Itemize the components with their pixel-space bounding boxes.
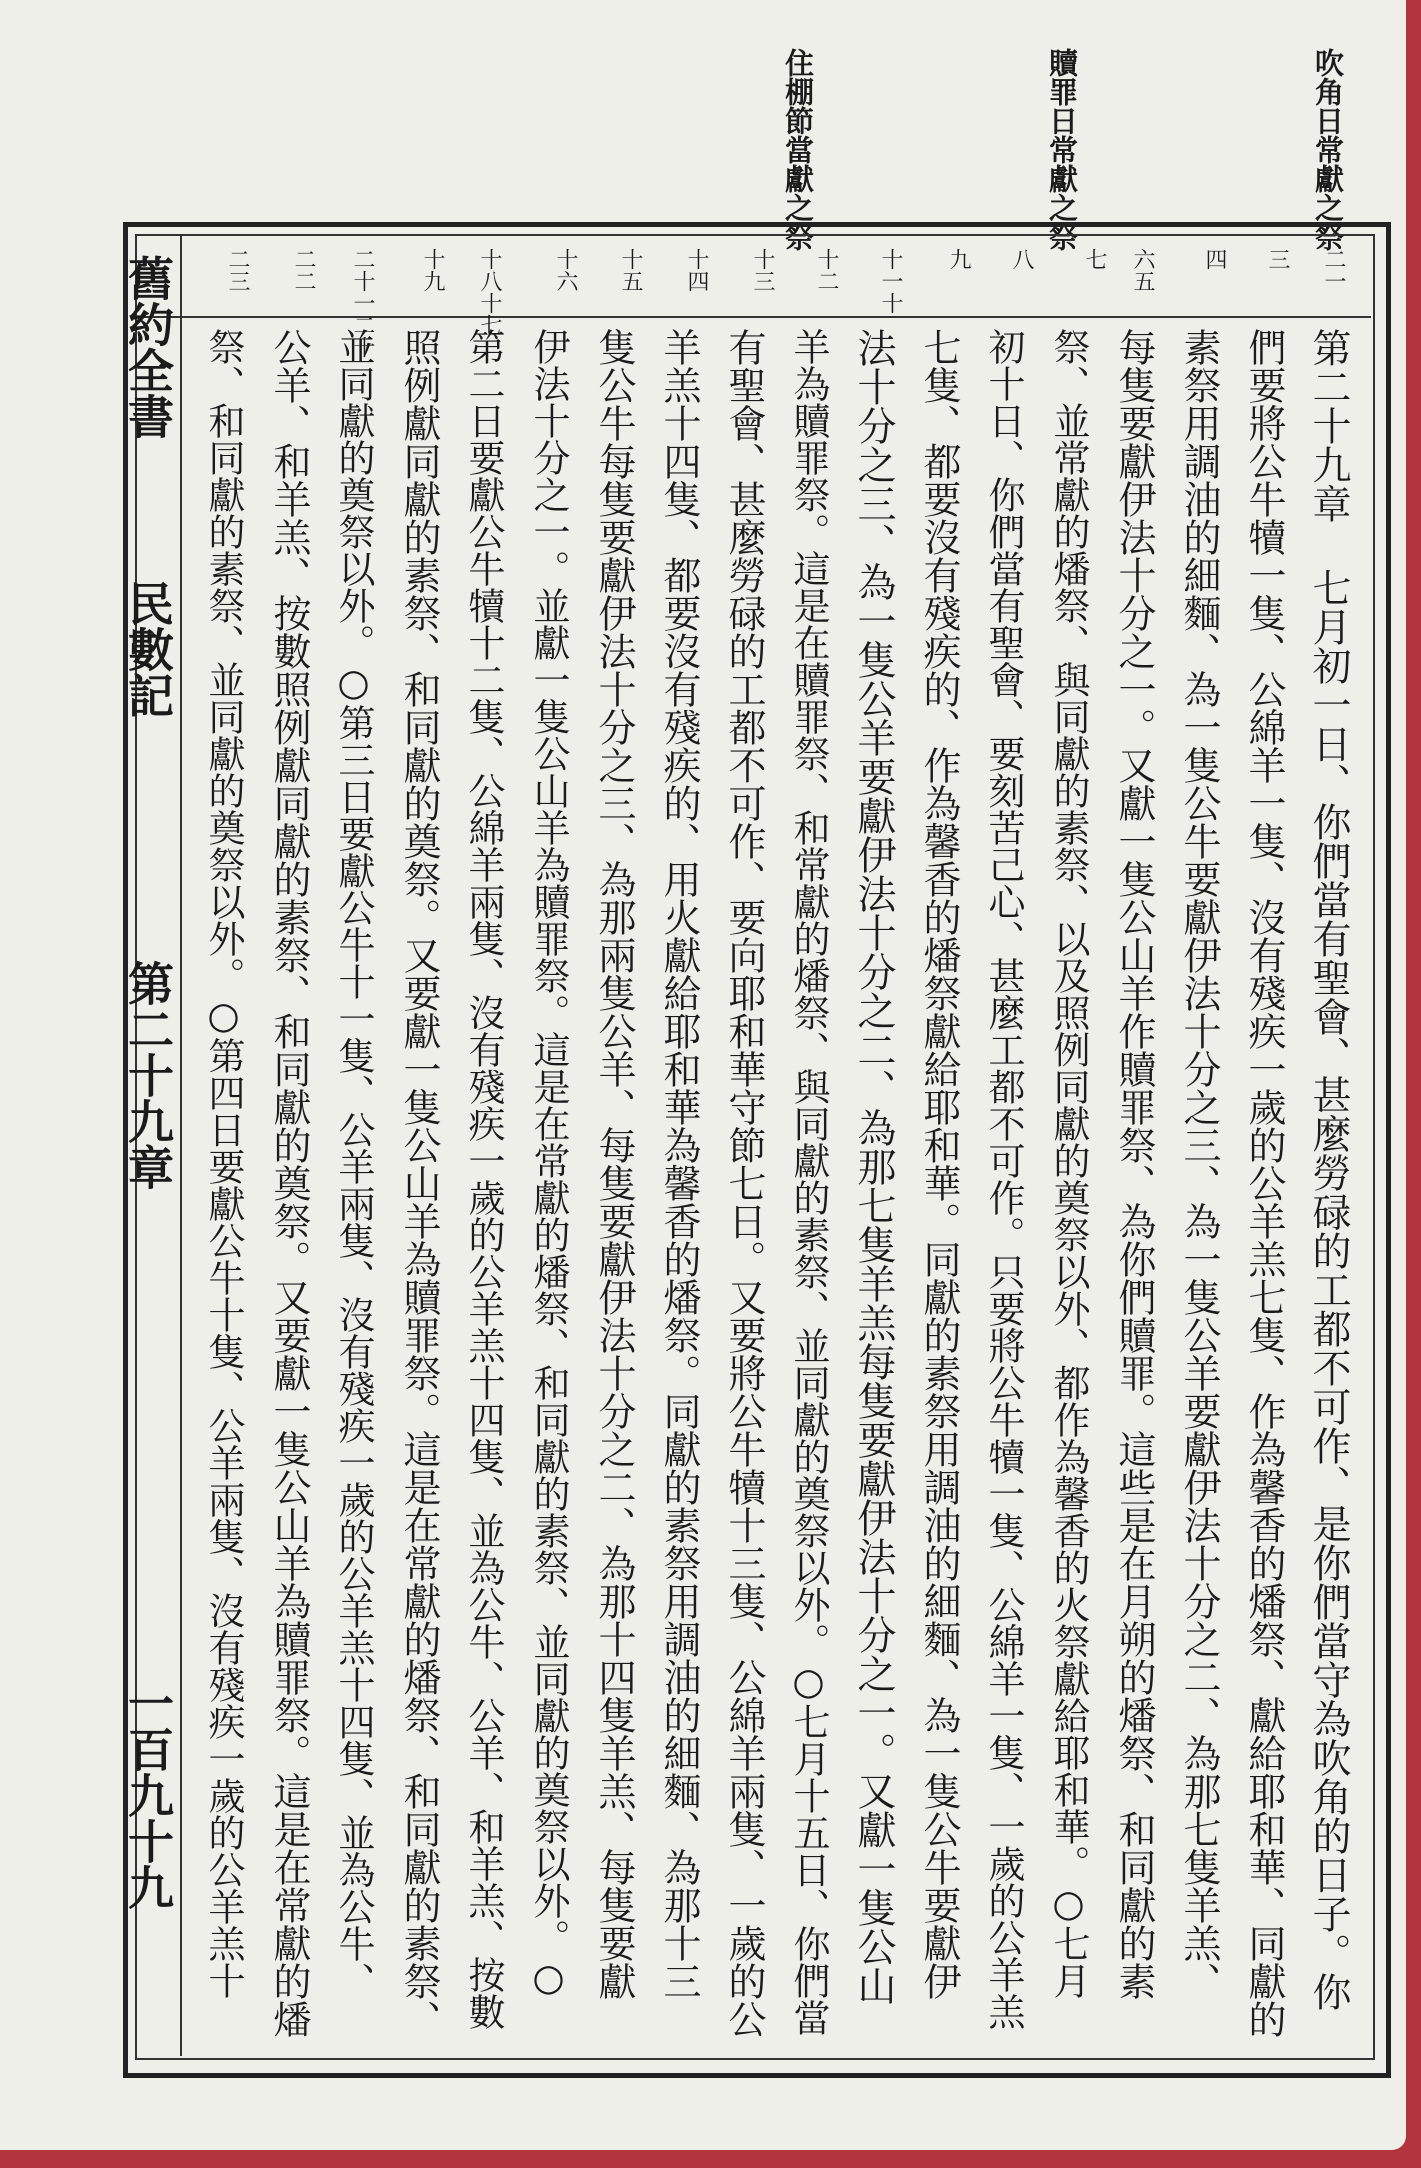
- verse-number: 七: [1082, 248, 1107, 270]
- verse-number: 十二: [814, 248, 839, 292]
- text-column: 每隻要獻伊法十分之一。又獻一隻公山羊作贖罪祭、為你們贖罪。這些是在月朔的燔祭、和同獻的素: [1112, 328, 1156, 2000]
- verse-number: 二三: [225, 248, 250, 292]
- verse-number: 二十一二十: [350, 248, 375, 358]
- verse-number: 三: [1265, 248, 1290, 270]
- verse-number: 六五: [1130, 248, 1155, 292]
- running-head-rule: [180, 236, 182, 2056]
- verse-number: 二二: [291, 248, 316, 292]
- text-column: 第二十九章 七月初一日、你們當有聖會、甚麼勞碌的工都不可作、是你們當守為吹角的日子。你: [1306, 328, 1351, 2011]
- margin-note-tabernacles: 住棚節當獻之祭: [781, 48, 815, 251]
- text-column: 伊法十分之一。並獻一隻公山羊為贖罪祭。這是在常獻的燔祭、和同獻的素祭、並同獻的奠祭以外。○: [527, 328, 570, 1999]
- text-column: 公羊、和羊羔、按數照例獻同獻的素祭、和同獻的奠祭。又要獻一隻公山羊為贖罪祭。這是在常獻的燔: [267, 328, 311, 2038]
- text-column: 羊羔十四隻、都要沒有殘疾的、用火獻給耶和華為馨香的燔祭。同獻的素祭用調油的細麵、為那十三: [657, 328, 701, 2000]
- text-column: 有聖會、甚麼勞碌的工都不可作、要向耶和華守節七日。又要將公牛犢十三隻、公綿羊兩隻、一歲的公: [722, 328, 766, 2038]
- verse-number: 十三: [750, 248, 775, 292]
- book-name: 民數記: [121, 580, 175, 718]
- text-column: 祭、並常獻的燔祭、與同獻的素祭、以及照例同獻的奠祭以外、都作為馨香的火祭獻給耶和華。○七月: [1047, 328, 1090, 1999]
- text-column: 七隻、都要沒有殘疾的、作為馨香的燔祭獻給耶和華。同獻的素祭用調油的細麵、為一隻公牛要獻伊: [917, 328, 961, 2000]
- text-column: 照例獻同獻的素祭、和同獻的奠祭。又要獻一隻公山羊為贖罪祭。這是在常獻的燔祭、和同獻的素祭、: [397, 328, 441, 2038]
- text-column: 並同獻的奠祭以外。○第三日要獻公牛十一隻、公羊兩隻、沒有殘疾一歲的公羊羔十四隻、並為公牛、: [332, 328, 375, 1999]
- verse-number: 十五: [618, 248, 643, 292]
- book-title: 舊約全書: [121, 255, 175, 439]
- verse-number: 二一: [1321, 248, 1346, 292]
- text-column: 們要將公牛犢一隻、公綿羊一隻、沒有殘疾一歲的公羊羔七隻、作為馨香的燔祭、獻給耶和華、同獻的: [1242, 328, 1286, 2038]
- verse-number: 十四: [684, 248, 709, 292]
- text-column: 羊為贖罪祭。這是在贖罪祭、和常獻的燔祭、與同獻的素祭、並同獻的奠祭以外。○七月十五日、你們當: [787, 328, 830, 2036]
- verse-number: 十八十七: [477, 248, 502, 336]
- margin-note-trumpets: 吹角日常獻之祭: [1311, 48, 1345, 251]
- verse-number-rule: [137, 316, 1371, 318]
- text-column: 祭、和同獻的素祭、並同獻的奠祭以外。○第四日要獻公牛十隻、公羊兩隻、沒有殘疾一歲的公羊羔十: [202, 328, 245, 1999]
- verse-number: 十九: [420, 248, 445, 292]
- margin-note-atonement: 贖罪日常獻之祭: [1045, 48, 1079, 251]
- chapter-label: 第二十九章: [121, 960, 175, 1190]
- verse-number: 四: [1202, 248, 1227, 270]
- verse-number: 十一十: [878, 248, 903, 314]
- page-number: 一百九十九: [121, 1680, 175, 1910]
- verse-number: 十六: [553, 248, 578, 292]
- text-column: 第二日要獻公牛犢十二隻、公綿羊兩隻、沒有殘疾一歲的公羊羔十四隻、並為公牛、公羊、和羊羔、按數: [462, 328, 505, 2030]
- text-column: 初十日、你們當有聖會、要刻苦己心、甚麼工都不可作。只要將公牛犢一隻、公綿羊一隻、一歲的公羊羔: [982, 328, 1025, 2030]
- verse-number: 八: [1009, 248, 1034, 270]
- text-column: 隻公牛每隻要獻伊法十分之三、為那兩隻公羊、每隻要獻伊法十分之二、為那十四隻羊羔、每隻要獻: [592, 328, 636, 2000]
- text-column: 法十分之三、為一隻公羊要獻伊法十分之二、為那七隻羊羔每隻要獻伊法十分之一。又獻一隻公山: [851, 328, 896, 2005]
- verse-number: 九: [946, 248, 971, 270]
- text-column: 素祭用調油的細麵、為一隻公牛要獻伊法十分之三、為一隻公羊要獻伊法十分之二、為那七隻羊羔、: [1177, 328, 1221, 2000]
